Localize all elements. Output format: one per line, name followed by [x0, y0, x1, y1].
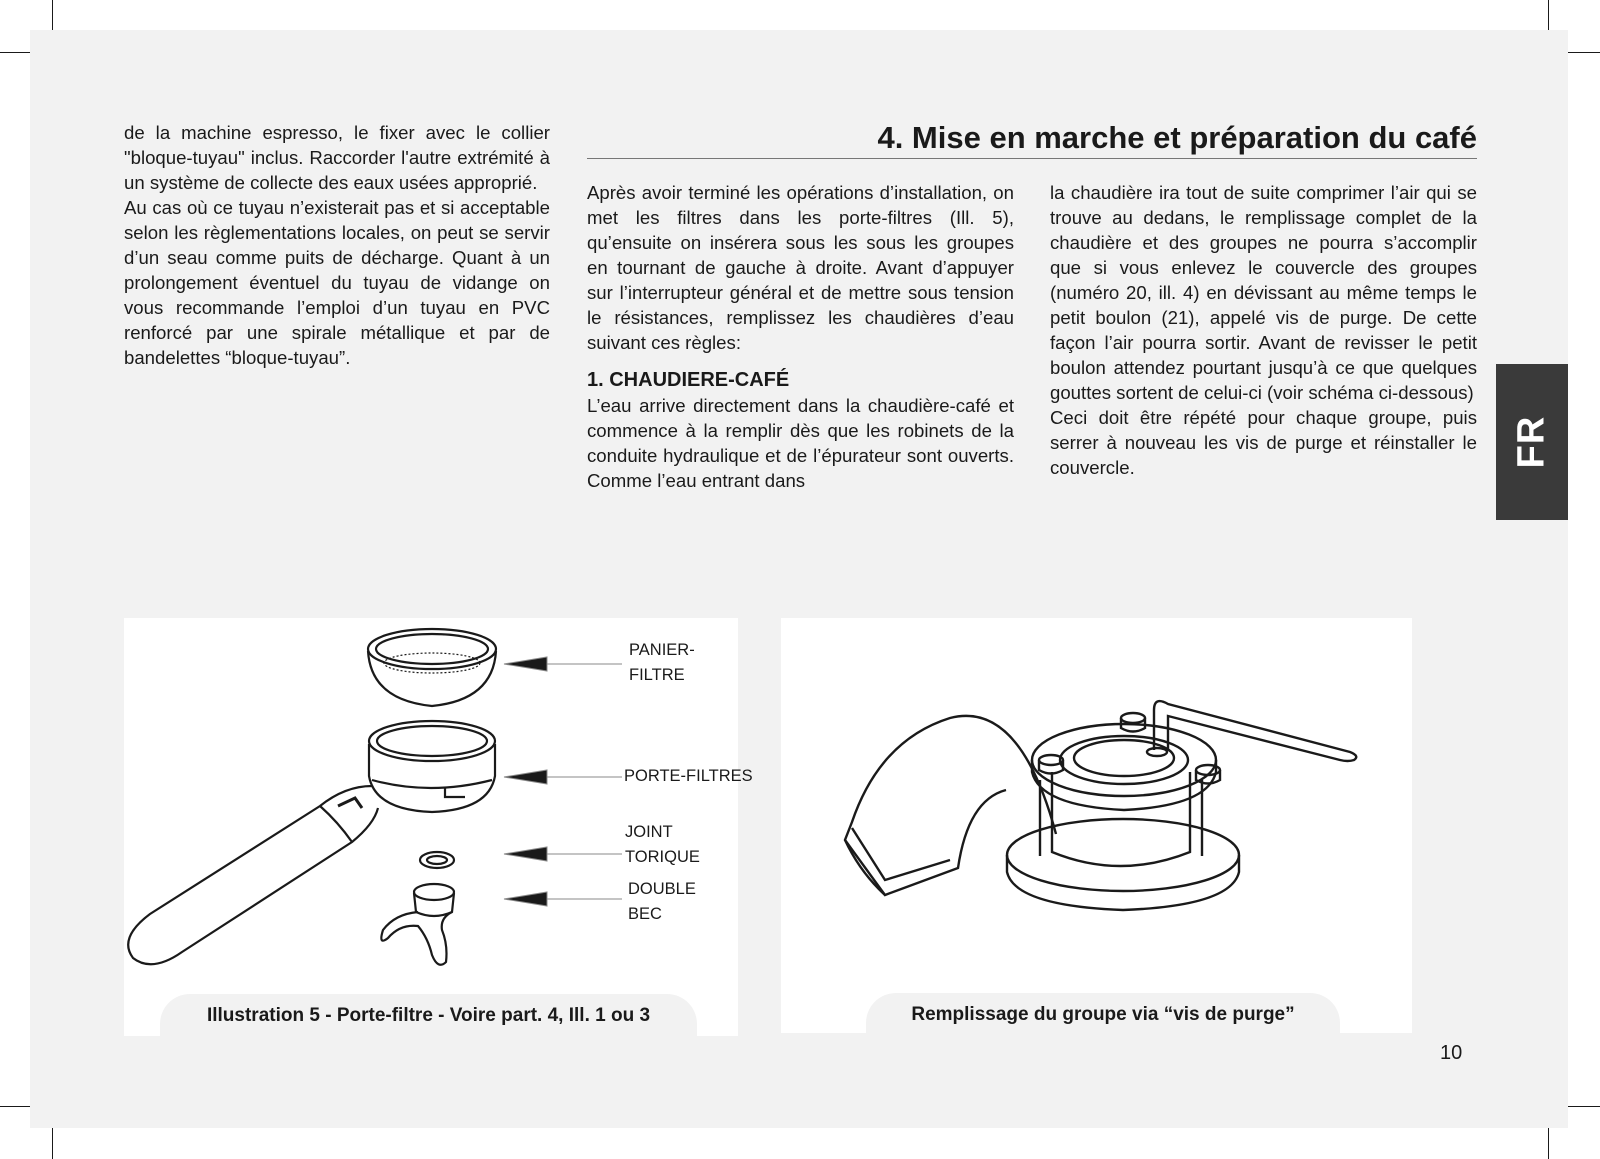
language-label: FR	[1510, 415, 1553, 469]
paragraph: de la machine espresso, le fixer avec le collier "bloque-tuyau" inclus. Raccorder l'autre extrémité à un système de collecte des eaux usées approprié.	[124, 122, 550, 193]
subheading: 1. CHAUDIERE-CAFÉ	[587, 369, 790, 391]
callout-text: PORTE-FILTRES	[624, 767, 753, 785]
figure-caption: Remplissage du groupe via “vis de purge”	[866, 993, 1340, 1037]
top-cover-drawing	[1032, 724, 1216, 810]
callout-text: BEC	[628, 905, 662, 923]
section-title: 4. Mise en marche et préparation du café	[877, 120, 1477, 155]
paragraph: Au cas où ce tuyau n’existerait pas et si acceptable selon les règlementations locales, on peut se servir d’un seau comme puits de décharge. Quant à un prolongement éventuel du tuyau de vidange on vous recommande l’emploi d’un tuyau en PVC renforcé par une spirale métallique et par de bandelettes “bloque-tuyau”.	[124, 197, 550, 368]
lower-flange-drawing	[1007, 819, 1239, 910]
callout-text: JOINT	[625, 823, 673, 841]
callout-text: FILTRE	[629, 666, 685, 684]
paragraph: Ceci doit être répété pour chaque groupe, puis serrer à nouveau les vis de purge et réinstaller le couvercle.	[1050, 407, 1477, 478]
callout-text: DOUBLE	[628, 880, 696, 898]
page-number: 10	[1440, 1042, 1463, 1064]
paragraph: la chaudière ira tout de suite comprimer l’air qui se trouve au dedans, le remplissage complet de la chaudière et des groupes ne pourra s’accomplir que si vous enlevez le couvercle des groupes (numéro 20, ill. 4) en dévissant au même temps le petit boulon (21), appelé vis de purge. De cette façon l’air pourra sortir. Avant de revisser le petit boulon attendez pourtant jusqu’à ce que quelques gouttes sortent de celui-ci (voir schéma ci-dessous)	[1050, 182, 1477, 403]
group-body-drawing	[845, 716, 1056, 895]
figure-caption: Illustration 5 - Porte-filtre - Voire part. 4, Ill. 1 ou 3	[160, 994, 697, 1038]
paragraph: L’eau arrive directement dans la chaudière-café et commence à la remplir dès que les robinets de la conduite hydraulique et de l’épurateur sont ouverts. Comme l’eau entrant dans	[587, 395, 1014, 491]
paragraph: Après avoir terminé les opérations d’installation, on met les filtres dans les porte-filtres (Ill. 5), qu’ensuite on insérera sous les sous les groupes en tournant de gauche à droite. Avant d’appuyer sur l’interrupteur général et de mettre sous tension le résistances, remplissez les chaudières d’eau suivant ces règles:	[587, 182, 1014, 353]
callout-text: PANIER-	[629, 641, 695, 659]
callout-text: TORIQUE	[625, 848, 700, 866]
